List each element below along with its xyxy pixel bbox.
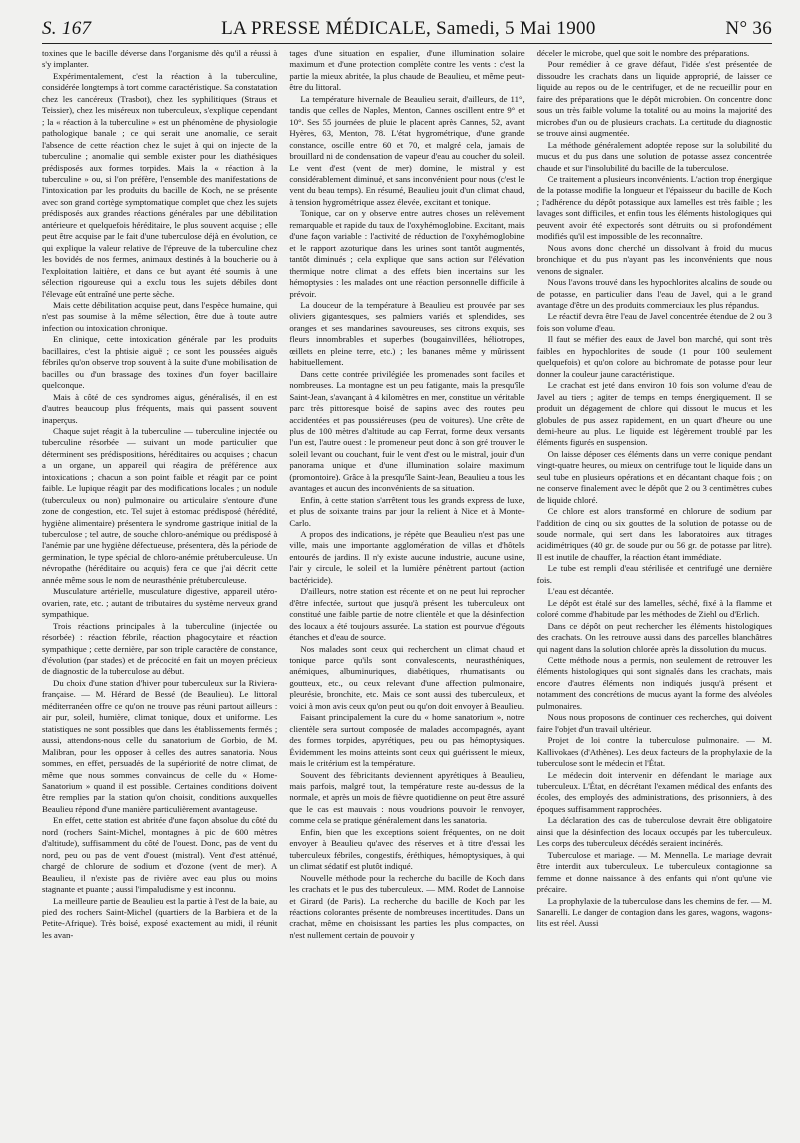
paragraph: Tuberculose et mariage. — M. Mennella. Le mariage devrait être interdit aux tuberculeux. Le tuberculeux contagionne sa femme et donne naissance à des enfants qui n'ont qu'une vie précaire. [536, 849, 772, 895]
paragraph: Trois réactions principales à la tuberculine (injectée ou résorbée) : réaction fébrile, réaction phagocytaire et réaction sympathique ; cette dernière, par son triple caractère de constance, d'évolution (par stades) et de précocité en fait un moyen précieux de diagnostic de la tuberculose au début. [42, 620, 278, 677]
paragraph: Nouvelle méthode pour la recherche du bacille de Koch dans les crachats et le pus des tuberculeux. — MM. Rodet de Lannoise et Girard (de Paris). La recherche du bacille de Koch par les réactions colorantes présente de nombreuses incertitudes. Dans un crachat, même en choisissant les parties les plus compactes, on n'est nullement certain de pouvoir y [289, 872, 525, 940]
paragraph: Faisant principalement la cure du « home sanatorium », notre clientèle sera surtout composée de malades accompagnés, ayant des formes torpides, apyrétiques, peu ou pas hémoptysiques. Évidemment les moins atteints sont ceux qui guérissent le mieux, mais le critérium est la température. [289, 712, 525, 769]
page-number: S. 167 [42, 18, 92, 39]
paragraph: On laisse déposer ces éléments dans un verre conique pendant vingt-quatre heures, ou mieux on centrifuge tout le liquide dans un seul tube en plusieurs opérations et en décantant chaque fois ; on ne conserve finalement avec le dépôt que 2 ou 3 centimètres cubes de liquide chloré. [536, 448, 772, 505]
paragraph: La déclaration des cas de tuberculose devrait être obligatoire ainsi que la désinfection des locaux occupés par les tuberculeux. Les corps des tuberculeux décédés seraient incinérés. [536, 815, 772, 849]
paragraph: Nous nous proposons de continuer ces recherches, qui doivent faire l'objet d'un travail ultérieur. [536, 712, 772, 734]
paragraph: Le crachat est jeté dans environ 10 fois son volume d'eau de Javel au tiers ; agiter de temps en temps énergiquement. Il se produit un dégagement de chlore qui dissout le mucus et les globules de pus assez rapidement, en un quart d'heure ou une demi-heure au plus. Le liquide est légèrement troublé par les éléments figurés en suspension. [536, 380, 772, 448]
paragraph: Le dépôt est étalé sur des lamelles, séché, fixé à la flamme et coloré comme d'habitude par les méthodes de Ziehl ou d'Erlich. [536, 597, 772, 620]
paragraph: En clinique, cette intoxication générale par les produits bacillaires, c'est la phtisie aiguë ; ce sont les poussées aiguës fébriles qu'on observe trop souvent à la suite d'une mobilisation de bacilles ou d'un brassage des toxines d'un foyer bacillaire quelconque. [42, 334, 278, 391]
paragraph: Ce traitement a plusieurs inconvénients. L'action trop énergique de la potasse modifie la longueur et l'épaisseur du bacille de Koch ; l'adhérence du dépôt potassique aux lamelles est très faible ; les lavages sont difficiles, et enfin tous les éléments histologiques qui peuvent avoir été expectorés sont détruits ou si profondément modifiés qu'il est impossible de les reconnaître. [536, 173, 772, 242]
paragraph: Mais à côté de ces syndromes aigus, généralisés, il en est d'autres beaucoup plus fréquents, mais qui passent souvent inaperçus. [42, 391, 278, 425]
paragraph: En effet, cette station est abritée d'une façon absolue du côté du nord (rochers Saint-Michel, montagnes à pic de 600 mètres d'altitude), suffisamment du côté de l'ouest. Donc, pas de vent du nord, peu ou pas de vent d'ouest (mistral). Vent d'est atténué, chargé de chlorure de sodium et d'ozone (vent de mer). A Beaulieu, il n'existe pas de rivière avec eau plus ou moins stagnante et puante ; aussi l'impaludisme y est inconnu. [42, 815, 278, 895]
paragraph: tages d'une situation en espalier, d'une illumination solaire maximum et d'une protection complète contre les vents : c'est la partie la mieux abritée, la plus chaude de Beaulieu, et même peut-être du littoral. [289, 48, 525, 93]
paragraph: A propos des indications, je répète que Beaulieu n'est pas une ville, mais une importante agglomération de villas et d'hôtels entourés de jardins. Il n'y existe aucune industrie, aucune usine, l'air y circule, le soleil et la lumière pénètrent partout (action bactéricide). [289, 529, 525, 585]
paragraph: Enfin, bien que les exceptions soient fréquentes, on ne doit envoyer à Beaulieu qu'avec des réserves et à titre d'essai les tuberculeux fébriles, congestifs, éréthiques, hémoptysiques, à qui un climat sédatif est plutôt indiqué. [289, 826, 525, 872]
paragraph: Cette méthode nous a permis, non seulement de retrouver les éléments histologiques qui sont signalés dans les crachats, mais encore d'autres éléments non indiqués jusqu'à présent et notamment des concrétions de mucus ayant la forme des alvéoles pulmonaires. [536, 655, 772, 711]
paragraph: Mais cette débilitation acquise peut, dans l'espèce humaine, qui n'est pas soumise à la même sélection, être due à toute autre infection ou intoxication chronique. [42, 299, 278, 333]
paragraph: La méthode généralement adoptée repose sur la solubilité du mucus et du pus dans une solution de potasse assez concentrée chaude et sur l'insolubilité du bacille de la tuberculose. [536, 139, 772, 173]
paragraph: Il faut se méfier des eaux de Javel bon marché, qui sont très faibles en hypochlorites de soude (1 pour 100 seulement quelquefois) et qu'on colore au bichromate de potasse pour leur donner la couleur jaune caractéristique. [536, 334, 772, 379]
paragraph: Le médecin doit intervenir en défendant le mariage aux tuberculeux. L'État, en décrétant l'examen médical des enfants des écoles, des employés des administrations, des prisonniers, à des époques suffisamment rapprochées. [536, 769, 772, 814]
paragraph: toxines que le bacille déverse dans l'organisme dès qu'il a réussi à s'y implanter. [42, 48, 278, 70]
paragraph: Chaque sujet réagit à la tuberculine — tuberculine injectée ou tuberculine résorbée — suivant un mode particulier que déterminent ses prédispositions, héréditaires ou acquises ; chacun a un organe, un appareil qui réagira de préférence aux intoxications ; chacun a son point faible et réagit par ce point faible. Le lupique réagit par des modifications locales ; un nodule (tuberculeux ou non) pulmonaire ou articulaire s'entoure d'une zone de congestion, etc. Tel sujet à estomac prédisposé (hérédité, hygiène alimentaire) présentera le syndrome gastrique initial de la tuberculose ; tel autre, de souche chloro-anémique ou prédisposé à l'anémie par une hygiène défectueuse, présentera, dès la période de germination, le type spécial de chloro-anémie prétuberculeuse. Un névropathe (héréditaire ou acquis) fera ce que j'ai décrit cette année même sous le nom de neurasthénie prétuberculeuse. [42, 425, 278, 585]
header-rule [42, 43, 772, 44]
paragraph: Nous l'avons trouvé dans les hypochlorites alcalins de soude ou de potasse, en particulier dans l'eau de Javel, qui a le grand avantage d'être un des produits commerciaux les plus répandus. [536, 277, 772, 310]
column-left [42, 48, 277, 1136]
paragraph: Enfin, à cette station s'arrêtent tous les grands express de luxe, et plus de soixante trains par jour la relient à Nice et à Monte-Carlo. [289, 494, 525, 528]
page-header [42, 18, 772, 40]
paragraph: Pour remédier à ce grave défaut, l'idée s'est présentée de dissoudre les crachats dans un liquide approprié, de laisser ce liquide au repos ou de le centrifuger, et de ne recueillir pour en faire des préparations que le dépôt microbien. On concentre donc sous un très faible volume la totalité ou au moins la majorité des microbes d'un ou de plusieurs crachats. La certitude du diagnostic se trouve ainsi augmentée. [536, 59, 772, 139]
paragraph: Dans ce dépôt on peut rechercher les éléments histologiques des crachats. On les retrouve aussi dans des parcelles blanchâtres qui nagent dans la solution chlorée après la dissolution du mucus. [536, 620, 772, 654]
paragraph: Nos malades sont ceux qui recherchent un climat chaud et tonique parce qu'ils sont convalescents, neurasthéniques, anémiques, albuminuriques, diabétiques, rhumatisants ou goutteux, etc., ou ceux relevant d'une affection pulmonaire, pleurésie, bronchite, etc. Mais ce sont aussi des tuberculeux, et voici à mon avis ceux qu'on peut ou qu'on doit envoyer à Beaulieu. [289, 643, 525, 711]
paragraph: La meilleure partie de Beaulieu est la partie à l'est de la baie, au pied des rochers Saint-Michel (quartiers de la Barbiera et de la Petite-Afrique). Très boisé, exposé exactement au midi, il réunit les avan- [42, 895, 278, 940]
text-columns [42, 48, 772, 1136]
paragraph: Souvent des fébricitants deviennent apyrétiques à Beaulieu, mais parfois, malgré tout, la température reste au-dessus de la normale, et après un mois de fièvre quotidienne on peut être assuré que le cas est mauvais : nous voudrions pouvoir le renvoyer, comme cela se pratique généralement dans les sanatoria. [289, 769, 525, 826]
paragraph: Expérimentalement, c'est la réaction à la tuberculine, considérée longtemps à tort comme caractéristique. Sa constatation chez les cancéreux (Trasbot), chez les syphilitiques (Straus et Teissier), chez les miséreux non tuberculeux, s'explique cependant ; la « réaction à la tuberculine » est un phénomène de physiologie pathologique banale ; ce qui serait une anomalie, ce serait l'absence de cette réaction chez le sujet à qui on injecte de la tuberculine ; anomalie qui semble exister pour les diathésiques prédisposés aux formes torpides. Mais la « réaction à la tuberculine » ou, si l'on préfère, l'ensemble des manifestations de l'intoxication par les produits du bacille de Koch, ne se présente avec son grand cortège symptomatique complet que chez les sujets prédisposés aux grandes réactions générales par une débilitation antérieure et quelquefois héréditaire, le plus souvent acquise ; elle peut être acquise par le fait d'une tuberculose déjà en évolution, ce qui explique la valeur relative de l'épreuve de la tuberculine chez les bovidés de nos fermes, animaux destinés à la boucherie ou à l'exploitation laitière, et dans ce but ayant été soumis à une sélection rigoureuse qui a exclu tous les sujets débiles dont l'élevage eût entraîné une perte sèche. [42, 70, 278, 299]
paragraph: La prophylaxie de la tuberculose dans les chemins de fer. — M. Sanarelli. Le danger de contagion dans les gares, wagons, wagons-lits est réel. Aussi [536, 895, 772, 929]
paragraph: Nous avons donc cherché un dissolvant à froid du mucus bronchique et du pus n'ayant pas les inconvénients que nous venons de signaler. [536, 242, 772, 276]
paragraph: Projet de loi contre la tuberculose pulmonaire. — M. Kallivokaes (d'Athènes). Les deux facteurs de la prophylaxie de la tuberculose sont le médecin et l'État. [536, 735, 772, 769]
paragraph: Le réactif devra être l'eau de Javel concentrée étendue de 2 ou 3 fois son volume d'eau. [536, 311, 772, 333]
column-right [537, 48, 772, 1136]
paragraph: Ce chlore est alors transformé en chlorure de sodium par l'addition de cinq ou six gouttes de la solution de potasse ou de soude normale, qui sert dans les laboratoires aux titrages acidimétriques (40 gr. de soude pur ou 56 gr. de potasse par litre). Il est inutile de chauffer, la réaction étant immédiate. [536, 506, 772, 562]
paragraph: La douceur de la température à Beaulieu est prouvée par ses oliviers gigantesques, ses palmiers variés et splendides, ses oranges et ses mandarines savoureuses, ses citrons exquis, ses fleurs innombrables et superbes (bougainvillées, héliotropes, œillets en pleine terre, etc.) ; les bananes même y mûrissent habituellement. [289, 299, 525, 368]
paragraph: D'ailleurs, notre station est récente et on ne peut lui reprocher d'être infectée, surtout que jusqu'à présent les tuberculeux ont constitué une faible partie de notre clientèle et que la désinfection des locaux a été toujours assurée. La station est pourvue d'égouts étanches et d'eau de source. [289, 586, 525, 643]
paragraph: Tonique, car on y observe entre autres choses un relèvement remarquable et rapide du taux de l'oxyhémoglobine. Excitant, mais d'une façon variable : l'activité de réduction de l'oxyhémoglobine et le rapport azoturique dans les urines sont tantôt augmentés, tantôt diminués ; cela explique que sans action sur l'élévation thermique notre climat a des effets bien incertains sur les hémoptysies : les malades ont une réaction personnelle difficile à prévoir. [289, 208, 525, 299]
column-middle [289, 48, 524, 1136]
paragraph: Du choix d'une station d'hiver pour tuberculeux sur la Riviera-française. — M. Hérard de Bessé (de Beaulieu). Le littoral méditerranéen offre ce qu'on ne trouve pas réuni partout ailleurs : air pur, soleil, humière, climat tonique, doux et uniforme. Les statistiques ne sont possibles que dans les établissements fermés ; aussi, attendons-nous celle du sanatorium de Gorbio, de M. Malibran, pour les opposer à celles des autres sanatoria. Nous sommes, en effet, persuadés de la supériorité de notre climat, de même que nous sommes convaincus de celle du « Home-Sanatorium » quand il est possible. Certaines conditions doivent être remplies par la station qu'on choisit, conditions auxquelles Beaulieu répond d'une manière particulièrement avantageuse. [42, 677, 278, 814]
journal-title: LA PRESSE MÉDICALE, Samedi, 5 Mai 1900 [221, 18, 596, 39]
paragraph: déceler le microbe, quel que soit le nombre des préparations. [536, 48, 750, 58]
paragraph: Dans cette contrée privilégiée les promenades sont faciles et nombreuses. La montagne est un peu fatigante, mais la presqu'île Saint-Jean, s'avançant à 4 kilomètres en mer, constitue un véritable parc très pittoresque boisé de sapins avec des routes peu accidentées et pas poussiéreuses (peu de voitures). Une crête de plus de 100 mètres d'altitude au cap Ferrat, forme deux versants l'un est, l'autre ouest : le promeneur peut donc à son gré trouver le soleil levant ou couchant, fuir le vent d'est ou le mistral, jouir d'un panorama unique et d'une illumination solaire maximum (promontoire). Grâce à la presqu'île Saint-Jean, Beaulieu a tous les avantages et aucun des inconvénients de sa situation. [289, 368, 525, 494]
paragraph: L'eau est décantée. [547, 586, 614, 597]
paragraph: Musculature artérielle, musculature digestive, appareil utéro-ovarien, rate, etc. ; autant de tributaires du système nerveux grand sympathique. [42, 586, 278, 620]
paragraph: La température hivernale de Beaulieu serait, d'ailleurs, de 11°, tandis que celles de Naples, Menton, Cannes oscillent entre 9° et 10°. Ses 55 journées de pluie le placent après Cannes, 52, avant Hyères, 63, Menton, 78. L'état hygrométrique, d'une grande constance, oscille entre 60 et 70, et malgré cela, jamais de brouillard ni de condensation de vapeur d'eau au coucher du soleil. Le vent d'est (vent de mer) domine, le mistral y est considérablement diminué, et sans inconvénient pour nous (c'est le vent du beau temps). En résumé, Beaulieu jouit d'un climat chaud, à tension hygrométrique assez élevée, excitant et tonique. [289, 93, 525, 207]
paragraph: Le tube est rempli d'eau stérilisée et centrifugé une dernière fois. [536, 563, 772, 585]
issue-number: N° 36 [725, 18, 772, 39]
